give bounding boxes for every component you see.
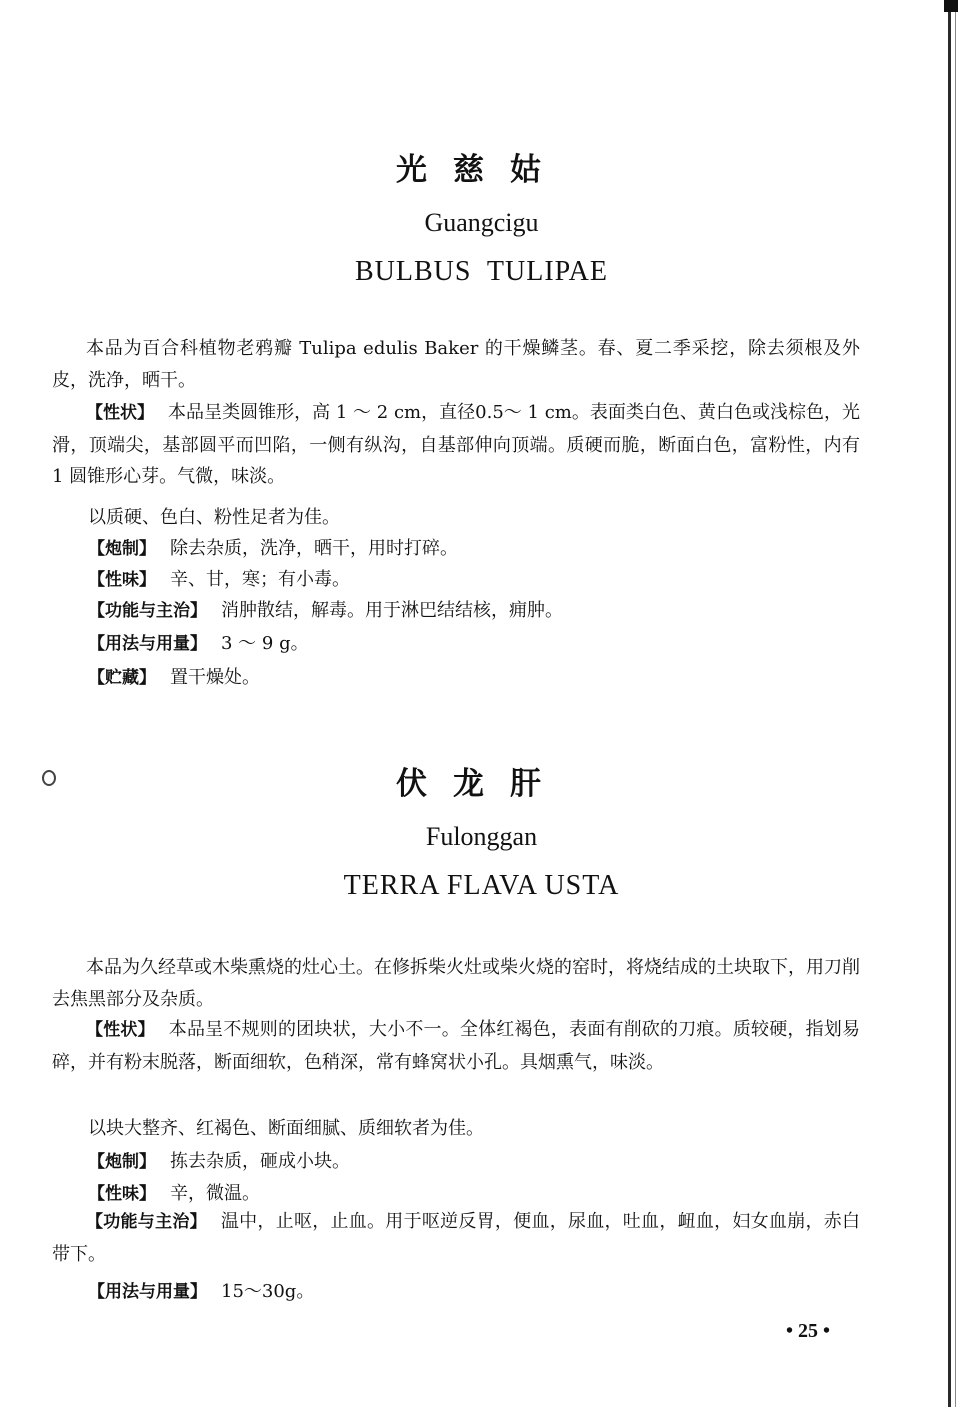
entry1-yongfa-text: 3 ～ 9 g。 [221, 633, 309, 654]
entry1-xingzhuang-text: 本品呈类圆锥形，高 1 ～ 2 cm，直径0.5～ 1 cm。表面类白色、黄白色或浅棕色，光滑，顶端尖，基部圆平而凹陷，一侧有纵沟，自基部伸向顶端。质硬而脆，断面白色，富粉性，内有 1 圆锥形心芽。气微，味淡。 [52, 402, 861, 487]
page-number: • 25 • [786, 1320, 831, 1342]
entry2-title-latin: TERRA FLAVA USTA [343, 870, 620, 901]
entry1-xingwei-text: 辛、甘，寒；有小毒。 [170, 569, 350, 590]
entry1-intro: 本品为百合科植物老鸦瓣 Tulipa edulis Baker 的干燥鳞茎。春、夏二季采挖，除去须根及外皮，洗净，晒干。 [52, 338, 860, 391]
entry2-xingzhuang [52, 1014, 860, 1078]
entry1-gongneng-text: 消肿散结，解毒。用于淋巴结结核，痈肿。 [221, 600, 563, 621]
entry2-paozhi-tag: 【炮制】 [88, 1152, 156, 1172]
entry1-paozhi-tag: 【炮制】 [88, 539, 156, 559]
entry2-title-cn: 伏龙肝 [396, 766, 567, 802]
entry1-yongfa-tag: 【用法与用量】 [88, 634, 207, 654]
entry2-gongneng-tag: 【功能与主治】 [86, 1212, 207, 1232]
entry1-title-cn: 光慈姑 [396, 152, 567, 188]
entry1-gongneng-tag: 【功能与主治】 [88, 601, 207, 621]
entry2-title-pinyin: Fulonggan [425, 822, 538, 851]
entry2-xingzhuang-text: 本品呈不规则的团块状，大小不一。全体红褐色，表面有削砍的刀痕。质较硬，指划易碎，并有粉末脱落，断面细软，色稍深，常有蜂窝状小孔。具烟熏气，味淡。 [52, 1019, 860, 1073]
entry2-intro: 本品为久经草或木柴熏烧的灶心土。在修拆柴火灶或柴火烧的窑时，将烧结成的土块取下，用刀削去焦黑部分及杂质。 [52, 957, 860, 1010]
entry1-xingwei [88, 564, 350, 596]
entry1-xingwei-tag: 【性味】 [88, 570, 156, 590]
entry2-quality: 以块大整齐、红褐色、断面细腻、质细软者为佳。 [88, 1118, 484, 1139]
entry1-quality: 以质硬、色白、粉性足者为佳。 [88, 507, 340, 528]
scan-corner-mark [944, 0, 958, 12]
entry1-xingzhuang-tag: 【性状】 [86, 403, 155, 423]
entry2-xingzhuang-tag: 【性状】 [86, 1020, 155, 1040]
entry1-xingzhuang [52, 397, 860, 493]
entry2-gongneng-text: 温中，止呕，止血。用于呕逆反胃，便血，尿血，吐血，衄血，妇女血崩，赤白带下。 [52, 1211, 861, 1265]
entry2-paozhi [88, 1146, 350, 1178]
entry2-paozhi-text: 拣去杂质，砸成小块。 [170, 1151, 350, 1172]
entry2-yongfa [88, 1276, 314, 1308]
entry1-title-latin: BULBUS TULIPAE [354, 256, 609, 287]
entry1-title-pinyin: Guangcigu [424, 208, 539, 237]
entry2-yongfa-tag: 【用法与用量】 [88, 1282, 207, 1302]
entry2-yongfa-text: 15～30g。 [221, 1281, 315, 1302]
entry1-paozhi [88, 533, 458, 565]
entry2-xingwei-tag: 【性味】 [88, 1184, 156, 1204]
entry1-zhucang-text: 置干燥处。 [170, 667, 260, 688]
entry2-xingwei-text: 辛，微温。 [170, 1183, 260, 1204]
entry1-zhucang [88, 662, 260, 694]
entry1-paozhi-text: 除去杂质，洗净，晒干，用时打碎。 [170, 538, 458, 559]
entry1-yongfa [88, 628, 309, 660]
entry1-gongneng [88, 595, 563, 627]
entry2-gongneng [52, 1206, 860, 1270]
entry1-zhucang-tag: 【贮藏】 [88, 668, 156, 688]
